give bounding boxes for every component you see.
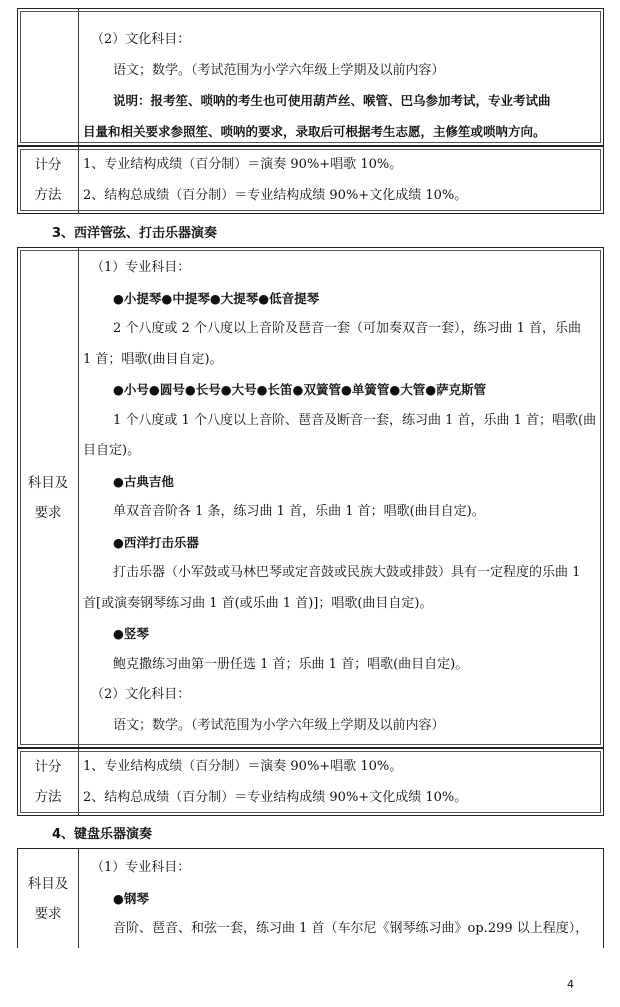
- section-heading: 3、西洋管弦、打击乐器演奏: [52, 226, 218, 241]
- score-method-table: [17, 146, 604, 214]
- score-line: 1、专业结构成绩（百分制）＝演奏 90%+唱歌 10%。: [83, 157, 403, 172]
- note-line-1: 说明：报考笙、唢呐的考生也可使用葫芦丝、喉管、巴乌参加考试，专业考试曲: [113, 93, 551, 108]
- instrument-group: ●小提琴●中提琴●大提琴●低音提琴: [113, 290, 320, 306]
- requirement-text: 单双音音阶各 1 条，练习曲 1 首，乐曲 1 首；唱歌(曲目自定)。: [113, 504, 485, 519]
- requirement-text: 目自定)。: [83, 443, 141, 458]
- score-line: 1、专业结构成绩（百分制）＝演奏 90%+唱歌 10%。: [83, 759, 403, 774]
- requirement-text: 打击乐器（小军鼓或马林巴琴或定音鼓或民族大鼓或排鼓）具有一定程度的乐曲 1: [113, 565, 581, 580]
- requirement-text: 鲍克撒练习曲第一册任选 1 首；乐曲 1 首；唱歌(曲目自定)。: [113, 656, 469, 672]
- subjects-requirements-table: [17, 848, 604, 948]
- requirement-text: 2 个八度或 2 个八度以上音阶及琶音一套（可加奏双音一套），练习曲 1 首，乐曲: [113, 321, 581, 336]
- culture-text: 语文；数学。（考试范围为小学六年级上学期及以前内容）: [113, 62, 445, 78]
- requirement-text: 1 首；唱歌(曲目自定)。: [83, 351, 223, 367]
- empty-label-cell: [18, 9, 79, 145]
- note-line-2: 目量和相关要求参照笙、唢呐的要求，录取后可根据考生志愿，主修笙或唢呐方向。: [83, 123, 546, 139]
- requirement-text: 1 个八度或 1 个八度以上音阶、琶音及断音一套，练习曲 1 首，乐曲 1 首；唱歌(曲: [113, 412, 597, 428]
- subjects-requirements-table: [17, 247, 604, 748]
- instrument-group: ●古典吉他: [113, 473, 174, 489]
- score-label: 计分 方法: [18, 749, 79, 815]
- page-number: 4: [567, 978, 574, 991]
- score-line: 2、结构总成绩（百分制）＝专业结构成绩 90%+文化成绩 10%。: [83, 187, 468, 203]
- requirement-text: 首[或演奏钢琴练习曲 1 首(或乐曲 1 首)]；唱歌(曲目自定)。: [83, 595, 433, 611]
- culture-heading: （2）文化科目：: [91, 32, 191, 47]
- score-method-table: [17, 748, 604, 816]
- section-heading: 4、键盘乐器演奏: [52, 827, 153, 842]
- subjects-label: 科目及 要求: [18, 849, 79, 948]
- instrument-group: ●钢琴: [113, 890, 149, 906]
- professional-heading: （1）专业科目：: [91, 860, 191, 875]
- requirement-text: 音阶、琶音、和弦一套，练习曲 1 首（车尔尼《钢琴练习曲》op.299 以上程度），: [113, 921, 589, 936]
- culture-text: 语文；数学。（考试范围为小学六年级上学期及以前内容）: [113, 717, 445, 733]
- score-label: 计分 方法: [18, 147, 79, 213]
- score-line: 2、结构总成绩（百分制）＝专业结构成绩 90%+文化成绩 10%。: [83, 789, 468, 805]
- subjects-label: 科目及 要求: [18, 248, 79, 747]
- culture-subjects-table: [17, 8, 604, 146]
- instrument-group: ●西洋打击乐器: [113, 534, 199, 550]
- professional-heading: （1）专业科目：: [91, 260, 191, 275]
- culture-heading: （2）文化科目：: [91, 687, 191, 702]
- instrument-group: ●小号●圆号●长号●大号●长笛●双簧管●单簧管●大管●萨克斯管: [113, 382, 487, 397]
- instrument-group: ●竖琴: [113, 626, 149, 641]
